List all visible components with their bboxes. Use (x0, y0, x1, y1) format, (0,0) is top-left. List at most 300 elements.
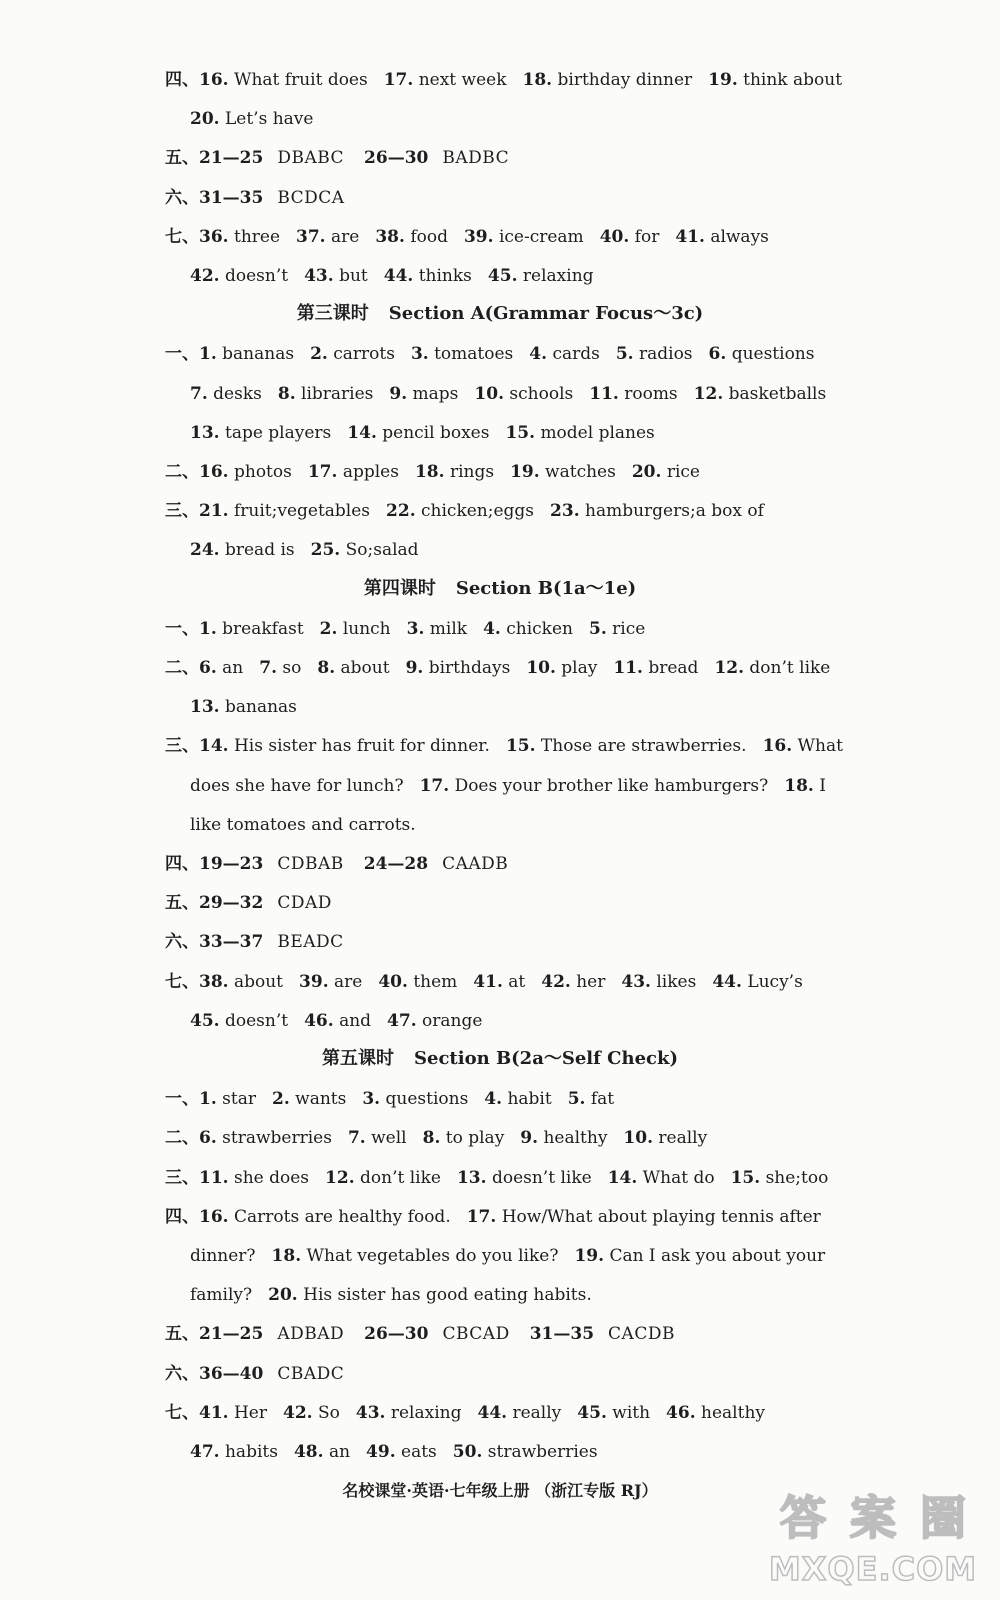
question-number: 41. (675, 227, 705, 247)
question-number: 15. (730, 1168, 761, 1188)
answer-item (199, 227, 280, 247)
question-number: 38. (199, 972, 229, 992)
question-number: 1. (199, 1089, 217, 1109)
answer-item (268, 1285, 592, 1305)
answer-item (488, 266, 594, 286)
section-heading (0, 301, 1000, 327)
question-number: 6. (708, 344, 727, 364)
answer-item (621, 972, 696, 992)
answer-text: relaxing (522, 266, 594, 286)
answer-item (190, 1442, 278, 1462)
part-marker: 一、 (165, 344, 199, 364)
answer-item (190, 384, 262, 404)
answer-item (199, 972, 283, 992)
answer-item (190, 697, 297, 717)
answer-group (364, 1324, 510, 1344)
answer-text: well (371, 1128, 407, 1148)
answer-line (0, 1322, 1000, 1346)
answer-line (0, 538, 1000, 562)
answer-item (387, 1011, 482, 1031)
part-marker: 六、 (165, 1364, 199, 1384)
answer-text: three (233, 227, 281, 247)
question-number: 36. (199, 227, 229, 247)
answer-item (362, 1089, 468, 1109)
answer-text: star (222, 1089, 256, 1109)
question-number: 20. (631, 462, 662, 482)
question-number: 10. (623, 1128, 653, 1148)
question-number: 8. (277, 384, 296, 404)
question-number: 43. (355, 1403, 386, 1423)
watermark-url: MXQE.COM (768, 1550, 978, 1588)
answer-item (708, 70, 842, 90)
answer-item (299, 972, 362, 992)
watermark (768, 1480, 978, 1590)
answer-text: likes (656, 972, 697, 992)
answer-item (199, 1207, 451, 1227)
question-number: 39. (463, 227, 494, 247)
question-range: 21—25 (199, 148, 264, 168)
answer-item (199, 658, 243, 678)
question-number: 6. (199, 1128, 217, 1148)
question-number: 17. (307, 462, 338, 482)
answer-item (356, 1403, 462, 1423)
answer-line (0, 734, 1000, 758)
answer-text: next week (418, 70, 507, 90)
answer-line (0, 1009, 1000, 1033)
answer-item (199, 736, 490, 756)
answer-text: apples (342, 462, 399, 482)
answer-text: wants (295, 1089, 347, 1109)
answer-text: His sister has good eating habits. (303, 1285, 592, 1305)
answer-text: doesn’t like (491, 1168, 592, 1188)
question-number: 19. (708, 70, 738, 90)
answer-text: birthdays (428, 658, 511, 678)
answer-text: Her (233, 1403, 267, 1423)
question-number: 9. (389, 384, 408, 404)
answer-item (529, 344, 600, 364)
answer-text: so (282, 658, 302, 678)
answer-item (709, 344, 815, 364)
answer-text: for (634, 227, 660, 247)
answer-group (199, 148, 344, 168)
lesson-label: 第五课时 (322, 1048, 395, 1069)
question-number: 16. (199, 462, 229, 482)
question-number: 12. (693, 384, 724, 404)
answer-line (0, 1126, 1000, 1150)
answer-item (406, 658, 511, 678)
answer-text: about (340, 658, 390, 678)
part-marker: 二、 (165, 658, 199, 678)
answer-line (0, 342, 1000, 366)
answer-item (608, 1168, 715, 1188)
answer-group (364, 854, 509, 874)
part-marker: 六、 (165, 932, 199, 952)
answer-item (784, 776, 826, 796)
answer-text: hamburgers;a box of (585, 501, 764, 521)
answer-item (304, 1011, 371, 1031)
answer-text: healthy (543, 1128, 608, 1148)
answer-item (574, 1246, 825, 1266)
answer-text: to play (445, 1128, 505, 1148)
answer-item (190, 423, 331, 443)
part-marker: 四、 (165, 1207, 199, 1227)
question-number: 38. (375, 227, 405, 247)
answer-text: like tomatoes and carrots. (190, 815, 416, 835)
answer-item (283, 1403, 340, 1423)
question-number: 11. (613, 658, 643, 678)
answer-text: she;too (765, 1168, 829, 1188)
question-range: 21—25 (199, 1324, 264, 1344)
answer-text: really (512, 1403, 562, 1423)
question-number: 46. (304, 1011, 334, 1031)
answer-text: questions (731, 344, 815, 364)
answer-item (199, 619, 304, 639)
answer-group (199, 1364, 344, 1384)
answer-item (712, 972, 802, 992)
question-number: 17. (419, 776, 450, 796)
answer-line (0, 264, 1000, 288)
question-number: 45. (487, 266, 518, 286)
answer-line (0, 1244, 1000, 1268)
answer-line (0, 656, 1000, 680)
answer-item (190, 815, 416, 835)
choice-answers: CBCAD (442, 1324, 510, 1344)
question-number: 15. (505, 736, 536, 756)
answer-item (272, 1246, 559, 1266)
question-number: 14. (347, 423, 377, 443)
answer-text: relaxing (390, 1403, 462, 1423)
answer-text: she does (233, 1168, 310, 1188)
answer-item (714, 658, 830, 678)
question-number: 16. (762, 736, 793, 756)
answer-text: and (339, 1011, 372, 1031)
answer-text: milk (429, 619, 468, 639)
answer-line (0, 107, 1000, 131)
choice-answers: CDAD (277, 893, 332, 913)
answer-line (0, 1166, 1000, 1190)
answer-item (199, 1168, 309, 1188)
question-number: 18. (522, 70, 553, 90)
answer-line (0, 852, 1000, 876)
answer-item (473, 972, 525, 992)
answer-text: are (334, 972, 363, 992)
answer-text: with (612, 1403, 651, 1423)
answer-item (386, 501, 534, 521)
answer-text: Can I ask you about your (609, 1246, 826, 1266)
answer-text: Lucy’s (747, 972, 803, 992)
watermark-logo (768, 1480, 978, 1550)
answer-text: bread is (224, 540, 295, 560)
answer-item (190, 540, 295, 560)
answer-item (589, 619, 645, 639)
question-number: 40. (599, 227, 630, 247)
question-number: 10. (474, 384, 504, 404)
question-number: 10. (526, 658, 556, 678)
answer-group (199, 932, 344, 952)
answer-text: What fruit does (233, 70, 368, 90)
question-number: 11. (199, 1168, 229, 1188)
answer-item (541, 972, 605, 992)
answer-text: Does your brother like hamburgers? (454, 776, 769, 796)
answer-text: thinks (418, 266, 472, 286)
answer-line (0, 970, 1000, 994)
question-number: 16. (199, 70, 229, 90)
answer-line (0, 146, 1000, 170)
answer-item (675, 227, 769, 247)
part-marker: 三、 (165, 1168, 199, 1188)
answer-item (613, 658, 698, 678)
question-number: 3. (362, 1089, 381, 1109)
choice-answers: CACDB (608, 1324, 675, 1344)
answer-item (199, 1403, 267, 1423)
answer-item (731, 1168, 829, 1188)
answer-item (317, 658, 389, 678)
answer-item (666, 1403, 765, 1423)
answer-text: strawberries (222, 1128, 332, 1148)
answer-item (510, 462, 616, 482)
question-number: 23. (550, 501, 580, 521)
answer-item (347, 423, 489, 443)
answer-item (415, 462, 494, 482)
answer-item (366, 1442, 437, 1462)
part-marker: 三、 (165, 736, 199, 756)
answer-item (348, 1128, 407, 1148)
question-number: 12. (714, 658, 745, 678)
answer-text: rice (612, 619, 646, 639)
choice-answers: CBADC (277, 1364, 345, 1384)
answer-text: healthy (701, 1403, 765, 1423)
answer-item (294, 1442, 350, 1462)
answer-text: maps (412, 384, 459, 404)
answer-text: radios (638, 344, 693, 364)
question-number: 42. (283, 1403, 313, 1423)
answer-text: basketballs (728, 384, 827, 404)
question-number: 25. (310, 540, 341, 560)
question-number: 1. (199, 619, 217, 639)
question-number: 42. (190, 266, 220, 286)
lesson-label: 第四课时 (363, 578, 436, 599)
answer-item (199, 70, 368, 90)
question-number: 2. (310, 344, 328, 364)
answer-text: watches (545, 462, 616, 482)
answer-text: pencil boxes (382, 423, 490, 443)
question-number: 2. (271, 1089, 290, 1109)
answer-text: are (331, 227, 360, 247)
question-range: 33—37 (199, 932, 264, 952)
question-number: 43. (621, 972, 651, 992)
question-number: 44. (712, 972, 742, 992)
answer-line (0, 382, 1000, 406)
question-number: 47. (387, 1011, 417, 1031)
answer-text: think about (743, 70, 843, 90)
answer-item (199, 501, 370, 521)
answer-item (474, 384, 573, 404)
question-number: 47. (190, 1442, 220, 1462)
answer-text: habit (507, 1089, 552, 1109)
answer-item (190, 1285, 252, 1305)
question-range: 36—40 (199, 1364, 264, 1384)
answer-text: an (222, 658, 244, 678)
part-marker: 七、 (165, 972, 199, 992)
question-number: 1. (199, 344, 217, 364)
answer-item (520, 1128, 607, 1148)
question-number: 49. (366, 1442, 396, 1462)
answer-item (411, 344, 513, 364)
question-number: 4. (483, 619, 501, 639)
answer-item (483, 619, 573, 639)
question-number: 13. (456, 1168, 487, 1188)
question-number: 37. (296, 227, 326, 247)
answer-item (389, 384, 458, 404)
answer-text: dinner? (190, 1246, 256, 1266)
answer-text: Those are strawberries. (540, 736, 747, 756)
answer-text: bananas (222, 344, 295, 364)
answer-item (375, 227, 448, 247)
answer-line (0, 421, 1000, 445)
question-number: 17. (466, 1207, 497, 1227)
part-marker: 七、 (165, 227, 199, 247)
answer-text: So;salad (345, 540, 419, 560)
answer-item (477, 1403, 561, 1423)
question-number: 21. (199, 501, 229, 521)
answer-text: schools (509, 384, 574, 404)
answer-group (199, 893, 332, 913)
question-number: 43. (304, 266, 334, 286)
answer-item (407, 619, 467, 639)
answer-item (311, 540, 419, 560)
answer-item (384, 266, 472, 286)
question-number: 5. (588, 619, 607, 639)
answer-line (0, 460, 1000, 484)
answer-text: strawberries (487, 1442, 598, 1462)
answer-group (364, 148, 509, 168)
part-marker: 七、 (165, 1403, 199, 1423)
section-label: Section B(1a～1e) (455, 578, 637, 599)
answer-item (190, 1011, 288, 1031)
answer-group (199, 188, 345, 208)
answer-line (0, 891, 1000, 915)
answer-text: orange (422, 1011, 483, 1031)
question-number: 24. (190, 540, 220, 560)
answer-text: carrots (333, 344, 395, 364)
answer-item (506, 736, 747, 756)
answer-text: What do (642, 1168, 715, 1188)
question-number: 40. (378, 972, 408, 992)
question-number: 4. (484, 1089, 503, 1109)
answer-line (0, 1440, 1000, 1464)
answer-item (199, 462, 292, 482)
answer-item (464, 227, 584, 247)
answer-item (304, 266, 368, 286)
answer-text: about (233, 972, 284, 992)
answer-item (320, 619, 391, 639)
section-heading (0, 1046, 1000, 1072)
answer-item (616, 344, 693, 364)
answer-item (325, 1168, 441, 1188)
question-number: 50. (452, 1442, 483, 1462)
answer-item (600, 227, 660, 247)
question-range: 24—28 (363, 854, 429, 874)
answer-text: don’t like (360, 1168, 441, 1188)
question-number: 9. (405, 658, 424, 678)
answer-item (623, 1128, 707, 1148)
answer-text: doesn’t (224, 266, 289, 286)
answer-item (589, 384, 677, 404)
answer-text: at (508, 972, 526, 992)
question-number: 4. (529, 344, 548, 364)
question-number: 9. (520, 1128, 539, 1148)
answer-text: fruit;vegetables (233, 501, 371, 521)
question-number: 22. (386, 501, 416, 521)
question-number: 18. (414, 462, 445, 482)
question-number: 5. (615, 344, 634, 364)
answer-item (457, 1168, 592, 1188)
choice-answers: BEADC (277, 932, 344, 952)
answer-item (484, 1089, 551, 1109)
answer-item (763, 736, 843, 756)
answer-line (0, 1087, 1000, 1111)
part-marker: 一、 (165, 619, 199, 639)
answer-text: What vegetables do you like? (306, 1246, 559, 1266)
answer-line (0, 1401, 1000, 1425)
answer-text: tape players (224, 423, 332, 443)
answer-line (0, 695, 1000, 719)
answer-item (467, 1207, 821, 1227)
answer-text: ice-cream (498, 227, 584, 247)
page-footer: 名校课堂·英语·七年级上册 （浙江专版 RJ） (342, 1481, 658, 1500)
watermark-char: 案 (850, 1491, 896, 1545)
answer-text: an (328, 1442, 351, 1462)
part-marker: 三、 (165, 501, 199, 521)
answer-text: her (576, 972, 606, 992)
question-number: 16. (199, 1207, 229, 1227)
choice-answers: CAADB (442, 854, 509, 874)
question-number: 8. (317, 658, 336, 678)
question-number: 14. (607, 1168, 638, 1188)
question-number: 44. (383, 266, 414, 286)
answer-item (526, 658, 597, 678)
answer-line (0, 186, 1000, 210)
part-marker: 二、 (165, 1128, 199, 1148)
answer-line (0, 1205, 1000, 1229)
answer-group (199, 1324, 344, 1344)
question-number: 7. (259, 658, 277, 678)
answer-line (0, 68, 1000, 92)
question-number: 14. (199, 736, 229, 756)
question-number: 45. (577, 1403, 607, 1423)
answer-item (550, 501, 764, 521)
answer-text: model planes (540, 423, 655, 443)
answer-text: Carrots are healthy food. (233, 1207, 451, 1227)
question-number: 44. (477, 1403, 508, 1423)
choice-answers: CDBAB (277, 854, 344, 874)
answer-item (190, 1246, 256, 1266)
answer-text: bananas (224, 697, 297, 717)
answer-item (505, 423, 654, 443)
answer-line (0, 499, 1000, 523)
answer-text: birthday dinner (557, 70, 693, 90)
answer-item (694, 384, 827, 404)
question-range: 29—32 (199, 893, 264, 913)
question-number: 8. (422, 1128, 441, 1148)
answer-item (190, 776, 404, 796)
question-number: 3. (406, 619, 425, 639)
answer-item (199, 1089, 256, 1109)
question-number: 20. (190, 109, 220, 129)
answer-text: breakfast (222, 619, 304, 639)
question-range: 26—30 (364, 148, 429, 168)
answer-text: doesn’t (224, 1011, 289, 1031)
